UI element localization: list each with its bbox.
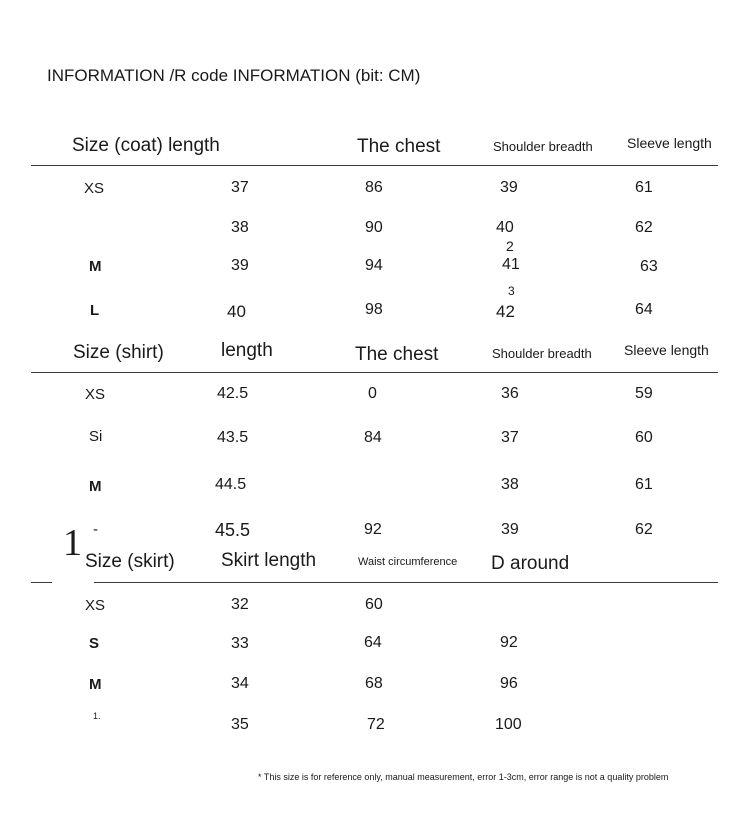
coat-sleeve-cell: 64 [635,301,653,318]
coat-size-cell: M [89,258,102,275]
skirt-length-cell: 33 [231,635,249,652]
shirt-size-cell: M [89,478,102,495]
shirt-header-chest: The chest [355,344,439,365]
coat-chest-cell: 94 [365,257,383,274]
skirt-header-length: Skirt length [221,550,317,571]
skirt-size-cell: XS [85,597,106,614]
stray-large-mark: 1 [63,522,82,564]
skirt-waist-cell: 68 [365,675,383,692]
skirt-header-around: D around [491,553,570,574]
skirt-header-size: Size (skirt) [85,551,175,572]
shirt-length-cell: 42.5 [217,385,249,402]
footnote: * This size is for reference only, manual measurement, error 1-3cm, error range is not a quality problem [258,772,669,782]
coat-sleeve-cell: 62 [635,219,653,236]
skirt-around-cell: 96 [500,675,518,692]
coat-chest-cell: 98 [365,301,383,318]
shirt-size-cell: XS [85,386,106,403]
shirt-chest-cell: 84 [364,429,382,446]
coat-header-shoulder: Shoulder breadth [493,139,593,154]
shirt-sleeve-cell: 61 [635,476,653,493]
skirt-length-cell: 34 [231,675,249,692]
stray-mark: 2 [506,238,514,254]
coat-size-cell: L [90,302,100,319]
shirt-shoulder-cell: 39 [501,521,519,538]
coat-header-size-length: Size (coat) length [72,135,220,156]
skirt-header-waist: Waist circumference [358,556,458,568]
shirt-header-sleeve: Sleeve length [624,342,709,358]
skirt-header-rule-left [31,582,52,583]
skirt-around-cell: 92 [500,634,518,651]
coat-shoulder-cell: 41 [502,256,520,273]
shirt-size-cell: - [93,521,98,538]
skirt-waist-cell: 72 [367,716,385,733]
shirt-header-rule [31,372,718,373]
coat-chest-cell: 86 [365,179,383,196]
coat-header-rule [31,165,718,166]
coat-shoulder-cell: 40 [496,219,514,236]
shirt-header-length: length [221,340,273,361]
coat-length-cell: 37 [231,179,249,196]
skirt-size-cell: 1. [93,711,101,721]
shirt-chest-cell: 92 [364,521,382,538]
shirt-header-size: Size (shirt) [73,342,164,363]
coat-sleeve-cell: 63 [640,258,658,275]
shirt-header-shoulder: Shoulder breadth [492,346,592,361]
skirt-length-cell: 35 [231,716,249,733]
skirt-around-cell: 100 [495,716,522,733]
skirt-waist-cell: 60 [365,596,383,613]
coat-size-cell: XS [84,180,105,197]
stray-mark: 3 [508,284,515,298]
coat-header-sleeve: Sleeve length [627,135,712,151]
page-title: INFORMATION /R code INFORMATION (bit: CM) [47,66,421,85]
coat-length-cell: 38 [231,219,249,236]
skirt-size-cell: M [89,676,102,693]
shirt-length-cell: 43.5 [217,429,249,446]
skirt-length-cell: 32 [231,596,249,613]
shirt-size-cell: Si [89,428,103,445]
shirt-shoulder-cell: 38 [501,476,519,493]
coat-shoulder-cell: 39 [500,179,518,196]
shirt-sleeve-cell: 60 [635,429,653,446]
coat-shoulder-cell: 42 [496,302,515,321]
skirt-waist-cell: 64 [364,634,382,651]
coat-length-cell: 39 [231,257,249,274]
shirt-shoulder-cell: 36 [501,385,519,402]
coat-header-chest: The chest [357,136,441,157]
shirt-length-cell: 45.5 [215,520,251,540]
shirt-length-cell: 44.5 [215,476,247,493]
shirt-shoulder-cell: 37 [501,429,519,446]
shirt-chest-cell: 0 [368,385,377,402]
skirt-header-rule [94,582,718,583]
skirt-size-cell: S [89,635,100,652]
shirt-sleeve-cell: 59 [635,385,653,402]
coat-sleeve-cell: 61 [635,179,653,196]
shirt-sleeve-cell: 62 [635,521,653,538]
coat-chest-cell: 90 [365,219,383,236]
coat-length-cell: 40 [227,302,246,321]
